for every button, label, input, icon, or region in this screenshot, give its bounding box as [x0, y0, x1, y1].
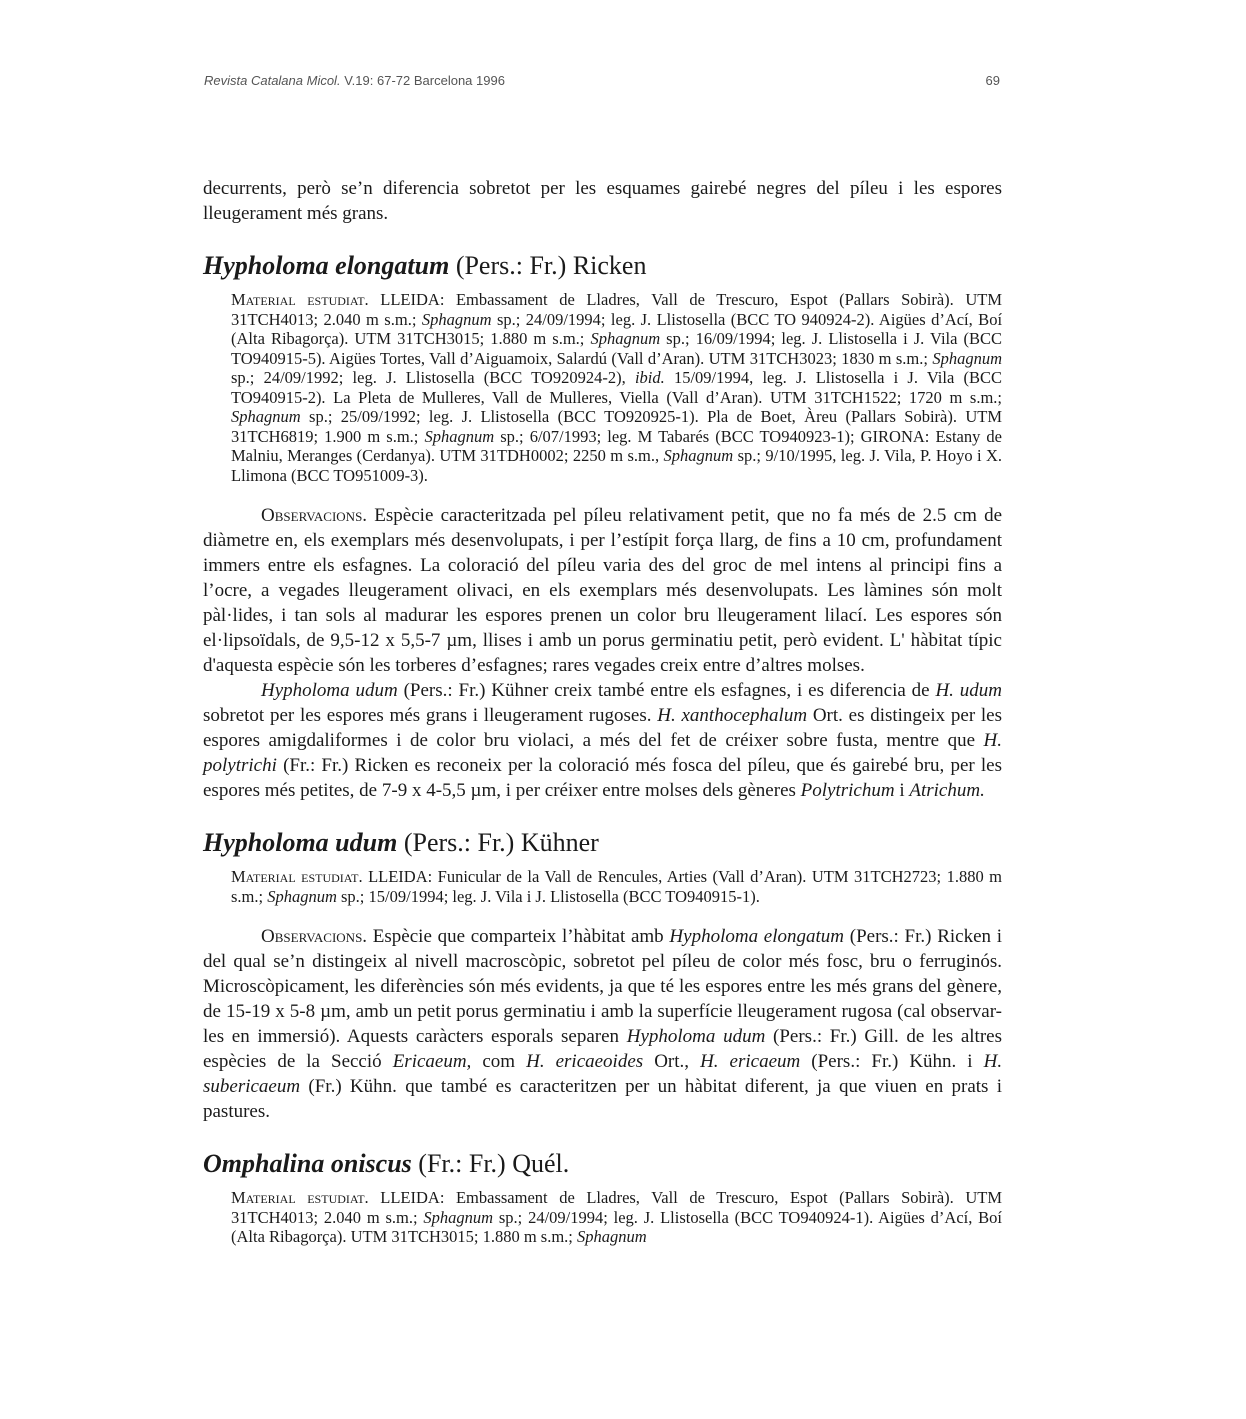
species-authority: (Fr.: Fr.) Quél.: [418, 1149, 570, 1178]
journal-pages: 67-72: [376, 73, 411, 88]
observations-label: Observacions.: [261, 926, 368, 947]
species-name: Hypholoma elongatum: [203, 251, 450, 280]
species-name: Omphalina oniscus: [203, 1149, 412, 1178]
header-citation: [204, 73, 505, 88]
species-heading-2: [203, 827, 1002, 859]
observations-label: Observacions.: [261, 505, 368, 526]
material-studied-1: Material estudiat. LLEIDA: Embassament de Lladres, Vall de Trescuro, Espot (Pallars Sobirà). UTM 31TCH4013; 2.040 m s.m.; Sphagnum sp.; 24/09/1994; leg. J. Llistosella (BCC TO 940924-2). Aigües d’Ací, Boí (Alta Ribagorça). UTM 31TCH3015; 1.880 m s.m.; Sphagnum sp.; 16/09/1994; leg. J. Llistosella i J. Vila (BCC TO940915-5). Aigües Tortes, Vall d’Aiguamoix, Salardú (Vall d’Aran). UTM 31TCH3023; 1830 m s.m.; Sphagnum sp.; 24/09/1992; leg. J. Llistosella (BCC TO920924-2), ibid. 15/09/1994, leg. J. Llistosella i J. Vila (BCC TO940915-2). La Pleta de Mulleres, Vall de Mulleres, Viella (Vall d’Aran). UTM 31TCH1522; 1720 m s.m.; Sphagnum sp.; 25/09/1992; leg. J. Llistosella (BCC TO920925-1). Pla de Boet, Àreu (Pallars Sobirà). UTM 31TCH6819; 1.900 m s.m.; Sphagnum sp.; 6/07/1993; leg. M Tabarés (BCC TO940923-1); GIRONA: Estany de Malniu, Meranges (Cerdanya). UTM 31TDH0002; 2250 m s.m., Sphagnum sp.; 9/10/1995, leg. J. Vila, P. Hoyo i X. Llimona (BCC TO951009-3).: [231, 290, 1003, 485]
species-name: Hypholoma udum: [203, 828, 398, 857]
material-label: Material estudiat.: [231, 1188, 369, 1207]
species-heading-3: [203, 1148, 1002, 1180]
journal-name: Revista Catalana Micol.: [204, 73, 341, 88]
page-number: 69: [985, 73, 1000, 88]
intro-paragraph: decurrents, però se’n diferencia sobretot per les esquames gairebé negres del píleu i les espores lleugerament més grans.: [203, 178, 1002, 224]
running-header: [204, 73, 1000, 88]
species-authority: (Pers.: Fr.) Kühner: [403, 828, 599, 857]
article-body: [203, 176, 1002, 1247]
observations-1: Observacions. Espècie caracteritzada pel píleu relativament petit, que no fa més de 2.5 cm de diàmetre en, els exemplars més desenvolupats, i per l’estípit força llarg, de fins a 10 cm, profundament immers entre els esfagnes. La coloració del píleu varia des del groc de mel intens al principi fins a l’ocre, a vegades lleugerament olivaci, en els exemplars més desenvolupats. Les làmines són molt pàl·lides, i tan sols al madurar les espores prenen un color bru lleugerament lilací. Les espores són el·lipsoïdals, de 9,5-12 x 5,5-7 µm, llises i amb un porus germinatiu petit, però evident. L' hàbitat típic d'aquesta espècie són les torberes d’esfagnes; rares vegades creix entre d’altres molses.: [203, 505, 1003, 676]
species-heading-1: [203, 250, 1002, 282]
observations-2: Observacions. Espècie que comparteix l’hàbitat amb Hypholoma elongatum (Pers.: Fr.) Ricken i del qual se’n distingeix al nivell macroscòpic, sobretot pel píleu de color més fosc, bru o ferruginós. Microscòpicament, les diferències són més evidents, ja que té les espores entre les més grans del gènere, de 15-19 x 5-8 µm, amb un petit porus germinatiu i amb la superfície lleugerament rugosa (cal observar-les en immersió). Aquests caràcters esporals separen Hypholoma udum (Pers.: Fr.) Gill. de les altres espècies de la Secció Ericaeum, com H. ericaeoides Ort., H. ericaeum (Pers.: Fr.) Kühn. i H. subericaeum (Fr.) Kühn. que també es caracteritzen per un hàbitat diferent, ja que viuen en prats i pastures.: [203, 926, 1003, 1122]
journal-volume: V.19:: [344, 73, 374, 88]
observations-1-paragraph-2: Hypholoma udum (Pers.: Fr.) Kühner creix també entre els esfagnes, i es diferencia de H. udum sobretot per les espores més grans i lleugerament rugoses. H. xanthocephalum Ort. es distingeix per les espores amigdaliformes i de color bru violaci, a més del fet de créixer sobre fusta, mentre que H. polytrichi (Fr.: Fr.) Ricken es reconeix per la coloració més fosca del píleu, que és gairebé bru, per les espores més petites, de 7-9 x 4-5,5 µm, i per créixer entre molses dels gèneres Polytrichum i Atrichum.: [203, 680, 1003, 801]
journal-place-year: Barcelona 1996: [413, 73, 505, 88]
material-studied-2: Material estudiat. LLEIDA: Funicular de la Vall de Rencules, Arties (Vall d’Aran). UTM 31TCH2723; 1.880 m s.m.; Sphagnum sp.; 15/09/1994; leg. J. Vila i J. Llistosella (BCC TO940915-1).: [231, 867, 1002, 906]
material-label: Material estudiat.: [231, 290, 369, 309]
species-authority: (Pers.: Fr.) Ricken: [455, 251, 647, 280]
material-label: Material estudiat.: [231, 867, 363, 886]
material-studied-3: Material estudiat. LLEIDA: Embassament de Lladres, Vall de Trescuro, Espot (Pallars Sobirà). UTM 31TCH4013; 2.040 m s.m.; Sphagnum sp.; 24/09/1994; leg. J. Llistosella (BCC TO940924-1). Aigües d’Ací, Boí (Alta Ribagorça). UTM 31TCH3015; 1.880 m s.m.; Sphagnum: [231, 1188, 1003, 1246]
